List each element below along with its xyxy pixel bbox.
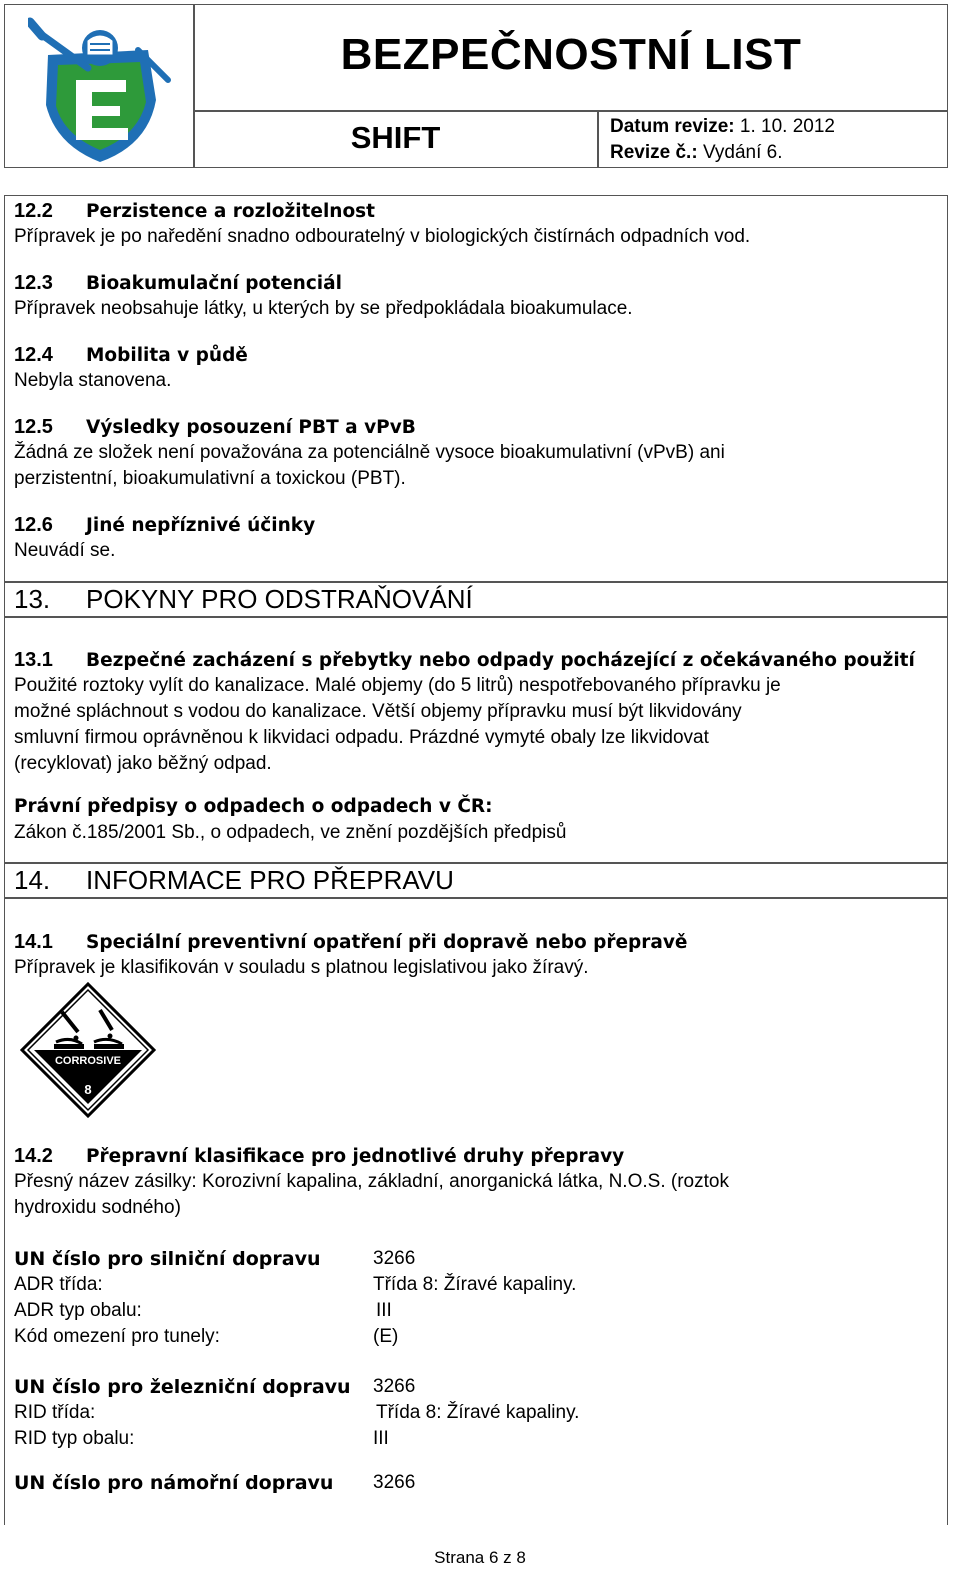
rid-class-value: Třída 8: Žíravé kapaliny. — [376, 1402, 580, 1423]
section-text-12-5: Žádná ze složek není považována za potenciálně vysoce bioakumulativní (vPvB) ani — [14, 442, 725, 463]
rail-un-label: UN číslo pro železniční dopravu — [14, 1376, 351, 1398]
section-heading-12-3: 12.3 Bioakumulační potenciál — [14, 272, 342, 294]
section-heading-14: 14. INFORMACE PRO PŘEPRAVU — [14, 865, 454, 895]
rid-pack-label: RID typ obalu: — [14, 1428, 135, 1449]
section-heading-12-4: 12.4 Mobilita v půdě — [14, 344, 248, 366]
section-text-12-6: Neuvádí se. — [14, 540, 116, 561]
revision-label: Revize č.: — [610, 142, 698, 163]
sea-un-label: UN číslo pro námořní dopravu — [14, 1472, 334, 1494]
section-separator — [4, 616, 948, 618]
section-text-13-1: smluvní firmou oprávněnou k likvidaci odpadu. Prázdné vymyté obaly lze likvidovat — [14, 727, 709, 748]
product-name: SHIFT — [350, 120, 441, 155]
sea-un-value: 3266 — [373, 1472, 416, 1493]
section-text-14-2: hydroxidu sodného) — [14, 1197, 181, 1218]
revision-date — [610, 116, 835, 138]
section-text-13-1: Použité roztoky vylít do kanalizace. Malé objemy (do 5 litrů) nespotřebovaného přípravku je — [14, 675, 781, 696]
section-heading-14-1: 14.1 Speciální preventivní opatření při dopravě nebo přepravě — [14, 931, 688, 953]
section-separator — [4, 897, 948, 899]
section-text-12-2: Přípravek je po naředění snadno odbouratelný v biologických čistírnách odpadních vod. — [14, 226, 751, 247]
section-heading-13-1: 13.1 Bezpečné zacházení s přebytky nebo odpady pocházející z očekávaného použití — [14, 649, 915, 671]
rail-un-value: 3266 — [373, 1376, 416, 1397]
revision-date-value: 1. 10. 2012 — [739, 116, 835, 137]
section-heading-12-5: 12.5 Výsledky posouzení PBT a vPvB — [14, 416, 416, 438]
pictogram-label: CORROSIVE — [54, 1055, 122, 1067]
section-heading-12-2: 12.2 Perzistence a rozložitelnost — [14, 200, 376, 222]
section-text-12-3: Přípravek neobsahuje látky, u kterých by se předpokládala bioakumulace. — [14, 298, 633, 319]
section-text-13-1: (recyklovat) jako běžný odpad. — [14, 753, 272, 774]
adr-pack-value: III — [376, 1300, 392, 1321]
section-text-12-4: Nebyla stanovena. — [14, 370, 172, 391]
law-title: Právní předpisy o odpadech o odpadech v ČR: — [14, 796, 493, 817]
road-un-value: 3266 — [373, 1248, 416, 1269]
revision-date-label: Datum revize: — [610, 116, 735, 137]
section-heading-14-2: 14.2 Přepravní klasifikace pro jednotlivé druhy přepravy — [14, 1145, 625, 1167]
tunnel-code-label: Kód omezení pro tunely: — [14, 1326, 220, 1347]
document-title: BEZPEČNOSTNÍ LIST — [340, 30, 802, 79]
company-logo — [28, 10, 178, 165]
section-text-13-1: možné spláchnout s vodou do kanalizace. Větší objemy přípravku musí být likvidovány — [14, 701, 742, 722]
page-number: Strana 6 z 8 — [434, 1548, 526, 1567]
section-heading-13: 13. POKYNY PRO ODSTRAŇOVÁNÍ — [14, 584, 473, 614]
header-divider — [597, 110, 599, 168]
law-text: Zákon č.185/2001 Sb., o odpadech, ve znění pozdějších předpisů — [14, 822, 567, 843]
adr-class-value: Třída 8: Žíravé kapaliny. — [373, 1274, 577, 1295]
adr-class-label: ADR třída: — [14, 1274, 103, 1295]
adr-pack-label: ADR typ obalu: — [14, 1300, 142, 1321]
pictogram-class-number: 8 — [84, 1082, 92, 1097]
section-text-12-5: perzistentní, bioakumulativní a toxickou (PBT). — [14, 468, 406, 489]
section-text-14-2: Přesný název zásilky: Korozivní kapalina, základní, anorganická látka, N.O.S. (roztok — [14, 1171, 729, 1192]
revision-number — [610, 142, 783, 164]
header-divider — [193, 110, 948, 112]
road-un-label: UN číslo pro silniční dopravu — [14, 1248, 321, 1270]
corrosive-hazard-diamond-icon — [20, 982, 156, 1118]
section-text-14-1: Přípravek je klasifikován v souladu s platnou legislativou jako žíravý. — [14, 957, 589, 978]
section-separator — [4, 581, 948, 583]
revision-value: Vydání 6. — [702, 142, 783, 163]
tunnel-code-value: (E) — [373, 1326, 399, 1347]
section-separator — [4, 862, 948, 864]
rid-pack-value: III — [373, 1428, 389, 1449]
rid-class-label: RID třída: — [14, 1402, 96, 1423]
section-heading-12-6: 12.6 Jiné nepříznivé účinky — [14, 514, 316, 536]
